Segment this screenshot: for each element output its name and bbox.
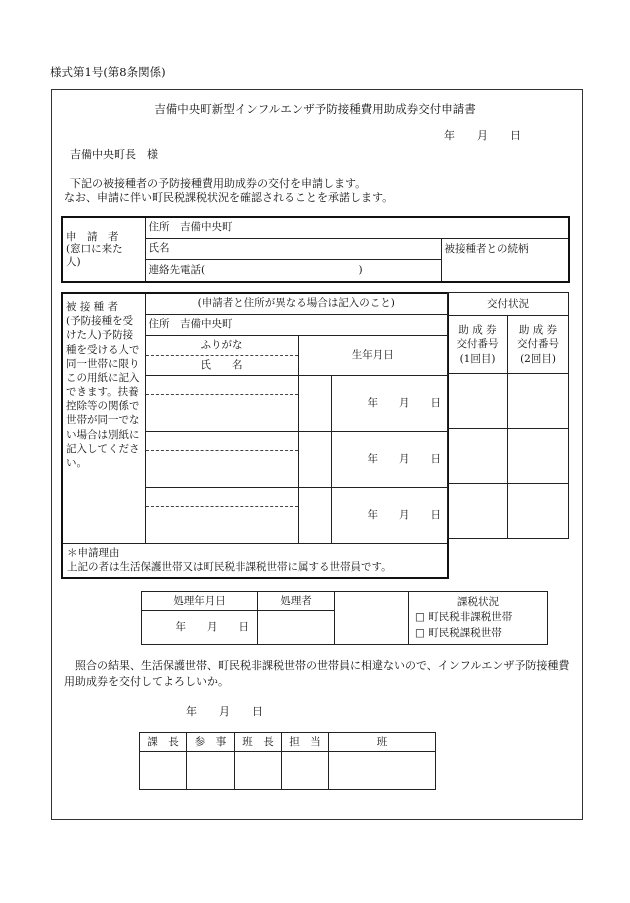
delivery-status-header: 交付状況 [448,293,569,316]
approval-stamp-4[interactable] [282,752,329,790]
recipient-label: 被 接 種 者 (予防接種を受けた人)予防接種を受ける人で同一世帯に限りこの用紙に記入できます。扶養控除等の関係で世帯が同一でない場合は別紙に記入してください。 [62,293,145,543]
name-header: ふりがな 氏 名 [145,335,298,375]
recipient-row-2-name[interactable] [145,431,298,487]
reason-text: 上記の者は生活保護世帯又は町民税非課税世帯に属する世帯員です。 [67,561,392,574]
voucher-1-row-1[interactable] [448,374,508,429]
approval-stamp-5[interactable] [329,752,436,790]
processing-handler-header: 処理者 [258,592,335,611]
voucher-2-row-1[interactable] [508,374,569,429]
tax-option-nontaxable[interactable]: □ 町民税非課税世帯 [415,611,513,624]
processing-date-header: 処理年月日 [142,592,258,611]
approval-col-section-chief: 課 長 [140,733,187,752]
applicant-name[interactable]: 氏名 [145,238,441,259]
relation-field[interactable]: 被接種者との続柄 [441,238,569,282]
voucher-2-row-2[interactable] [508,429,569,484]
recipient-address[interactable]: 住所 吉備中央町 [145,314,448,335]
reason-title: ＊申請理由 [67,546,120,559]
recipient-row-1-name[interactable] [145,375,298,431]
delivery-status-table [447,292,569,539]
approval-stamp-1[interactable] [140,752,187,790]
recipient-row-2-date[interactable]: 年 月 日 [331,431,448,487]
recipient-table [61,292,449,579]
approval-table [139,732,436,790]
form-title: 吉備中央町新型インフルエンザ予防接種費用助成券交付申請書 [154,102,476,116]
approval-stamp-2[interactable] [187,752,235,790]
recipient-row-3-date[interactable]: 年 月 日 [331,487,448,543]
recipient-row-1-date[interactable]: 年 月 日 [331,375,448,431]
voucher-1-row-3[interactable] [448,484,508,539]
checkbox-icon[interactable]: □ [415,611,425,624]
recipient-address-note: (申請者と住所が異なる場合は記入のこと) [145,293,448,314]
voucher-1-row-2[interactable] [448,429,508,484]
approval-col-counselor: 参 事 [187,733,235,752]
reason-cell [62,543,448,578]
form-number: 様式第1号(第8条関係) [50,65,166,79]
tax-status-cell [409,592,548,645]
confirmation-text: 照合の結果、生活保護世帯、町民税非課税世帯の世帯員に相違ないので、インフルエンザ予防接種費用助成券を交付してよろしいか。 [64,659,570,688]
voucher-1-header: 助 成 券 交付番号 (1回目) [448,316,508,374]
confirmation-date: 年 月 日 [186,705,263,718]
recipient-row-3-name[interactable] [145,487,298,543]
checkbox-icon[interactable]: □ [415,626,425,639]
voucher-2-row-3[interactable] [508,484,569,539]
addressee: 吉備中央町長 様 [70,148,158,161]
processing-table [141,591,548,645]
tax-option-taxable[interactable]: □ 町民税課税世帯 [415,626,502,639]
applicant-table [61,216,570,283]
processing-blank [335,592,409,645]
approval-col-team-leader: 班 長 [235,733,282,752]
tax-status-title: 課税状況 [457,596,499,609]
intro-line-2: なお、申請に伴い町民税課税状況を確認されることを承諾します。 [64,191,394,204]
intro-line-1: 下記の被接種者の予防接種費用助成券の交付を申請します。 [70,177,367,190]
applicant-label: 申 請 者 (窓口に来た 人) [62,217,145,282]
processing-date-value[interactable]: 年 月 日 [142,611,258,645]
approval-col-team: 班 [329,733,436,752]
voucher-2-header: 助 成 券 交付番号 (2回目) [508,316,569,374]
applicant-phone[interactable]: 連絡先電話( ) [145,259,441,282]
applicant-address[interactable]: 住所 吉備中央町 [145,217,569,238]
approval-col-staff: 担 当 [282,733,329,752]
application-date: 年 月 日 [444,129,521,142]
processing-handler-value[interactable] [258,611,335,645]
birthdate-header: 生年月日 [298,335,448,375]
approval-stamp-3[interactable] [235,752,282,790]
